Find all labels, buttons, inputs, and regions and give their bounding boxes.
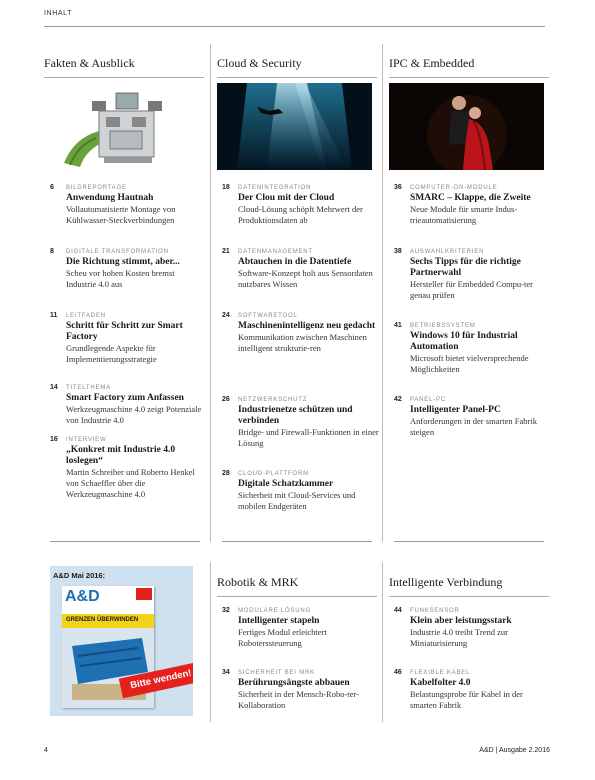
- page-number: 34: [222, 669, 230, 676]
- thumbnail-diver-image: [217, 83, 372, 170]
- column-divider: [382, 44, 383, 542]
- entry-category: LEITFADEN: [66, 313, 106, 319]
- entry-category: AUSWAHLKRITERIEN: [410, 249, 485, 255]
- thumbnail-dancers-image: [389, 83, 544, 170]
- toc-entry[interactable]: [50, 312, 205, 384]
- entry-category: SICHERHEIT BEI MRK: [238, 670, 315, 676]
- section-header-label: INHALT: [44, 10, 72, 17]
- entry-description: Hersteller für Embedded Compu-ter genau prüfen: [410, 279, 533, 300]
- issue-footer: A&D | Ausgabe 2.2016: [479, 747, 550, 754]
- entry-title: Windows 10 für Industrial Automation: [410, 331, 518, 352]
- entry-title: „Konkret mit Industrie 4.0 loslegen“: [66, 445, 176, 466]
- entries-verbindung: [394, 607, 550, 721]
- column-divider: [210, 44, 211, 542]
- toc-entry[interactable]: [50, 436, 205, 526]
- section-cloud: [217, 56, 377, 170]
- entry-title: Die Richtung stimmt, aber...: [66, 257, 180, 267]
- page-number: 41: [394, 322, 402, 329]
- page-number: 11: [50, 312, 58, 319]
- entries-robotik: [222, 607, 380, 721]
- entry-description: Werkzeugmaschine 4.0 zeigt Potenziale von Industrie 4.0: [66, 404, 202, 425]
- toc-entry[interactable]: [222, 396, 380, 470]
- page-number: 8: [50, 248, 54, 255]
- entry-title: Anwendung Hautnah: [66, 193, 154, 203]
- entry-category: SOFTWARETOOL: [238, 313, 298, 319]
- toc-entry[interactable]: [394, 607, 550, 669]
- section-rule: [217, 596, 377, 597]
- toc-entry[interactable]: [394, 322, 550, 396]
- page-number: 32: [222, 607, 230, 614]
- entry-title: Abtauchen in die Datentiefe: [238, 257, 352, 267]
- entry-title: Industrienetze schützen und verbinden: [238, 405, 353, 426]
- section-rule: [44, 77, 204, 78]
- section-rule: [389, 77, 549, 78]
- entry-category: CLOUD-PLATTFORM: [238, 471, 309, 477]
- entry-title: Schritt für Schritt zur Smart Factory: [66, 321, 183, 342]
- toc-entry[interactable]: [222, 184, 380, 248]
- page-number: 38: [394, 248, 402, 255]
- entry-category: DIGITALE TRANSFORMATION: [66, 249, 169, 255]
- entry-title: Smart Factory zum Anfassen: [66, 393, 184, 403]
- toc-entry[interactable]: [222, 470, 380, 520]
- entry-category: BETRIEBSSYSTEM: [410, 323, 476, 329]
- entry-title: Maschinenintelligenz neu gedacht: [238, 321, 376, 331]
- entry-description: Vollautomatisierte Montage von Kühlwasser-Steckverbindungen: [66, 204, 176, 225]
- page-number: 26: [222, 396, 230, 403]
- page-number: 21: [222, 248, 230, 255]
- entry-description: Grundlegende Aspekte für Implementierungsstrategie: [66, 343, 157, 364]
- entry-category: MODULARE LÖSUNG: [238, 608, 312, 614]
- entry-title: Digitale Schatzkammer: [238, 479, 334, 489]
- entry-description: Kommunikation zwischen Maschinen intelligent strukturie-ren: [238, 332, 367, 353]
- section-title: Robotik & MRK: [217, 575, 299, 589]
- page-number: 44: [394, 607, 402, 614]
- entries-fakten: [50, 184, 205, 526]
- entry-category: BILDREPORTAGE: [66, 185, 127, 191]
- entries-cloud: [222, 184, 380, 520]
- section-title: IPC & Embedded: [389, 56, 475, 70]
- cover-banner: GRENZEN ÜBERWINDEN: [66, 617, 139, 623]
- thumbnail-robot-image: [44, 83, 199, 170]
- next-issue-cover[interactable]: [50, 566, 193, 716]
- entry-description: Sicherheit mit Cloud-Services und mobilen Endgeräten: [238, 490, 356, 511]
- toc-entry[interactable]: [50, 184, 205, 248]
- entry-category: DATENINTEGRATION: [238, 185, 312, 191]
- section-robotik: [217, 575, 377, 597]
- toc-entry[interactable]: [222, 312, 380, 396]
- entry-description: Industrie 4.0 treibt Trend zur Miniaturisierung: [410, 627, 508, 648]
- entry-title: Intelligenter Panel-PC: [410, 405, 501, 415]
- entry-description: Microsoft bietet vielversprechende Möglichkeiten: [410, 353, 529, 374]
- entry-description: Fertiges Modul erleichtert Roboterssteuerung: [238, 627, 327, 648]
- entry-category: COMPUTER-ON-MODULE: [410, 185, 498, 191]
- entry-title: Der Clou mit der Cloud: [238, 193, 335, 203]
- entry-title: Klein aber leistungsstark: [410, 616, 512, 626]
- page-number: 36: [394, 184, 402, 191]
- column-divider: [210, 562, 211, 722]
- page-number: 18: [222, 184, 230, 191]
- section-verbindung: [389, 575, 549, 597]
- entry-category: NETZWERKSCHUTZ: [238, 397, 308, 403]
- toc-entry[interactable]: [394, 396, 550, 456]
- top-rule: [44, 26, 545, 27]
- entry-description: Bridge- und Firewall-Funktionen in einer Lösung: [238, 427, 379, 448]
- band-rule: [50, 541, 200, 542]
- entry-description: Martin Schreiber und Roberto Henkel von Schaeffler über die Werkzeugmaschine 4.0: [66, 467, 195, 499]
- section-ipc: [389, 56, 549, 170]
- entry-title: Kabelfolter 4.0: [410, 678, 471, 688]
- page-number: 6: [50, 184, 54, 191]
- column-divider: [382, 562, 383, 722]
- cover-label: A&D Mai 2016:: [53, 571, 106, 580]
- page-number: 24: [222, 312, 230, 319]
- entry-description: Neue Module für smarte Indus-trieautomatisierung: [410, 204, 518, 225]
- toc-entry[interactable]: [222, 248, 380, 312]
- entry-description: Belastungsprobe für Kabel in der smarten Fabrik: [410, 689, 523, 710]
- band-rule: [394, 541, 544, 542]
- entry-title: Berührungsängste abbauen: [238, 678, 350, 688]
- page-number: 14: [50, 384, 58, 391]
- cover-logo: A&D: [65, 588, 100, 605]
- entry-description: Software-Konzept holt aus Sensordaten nutzbares Wissen: [238, 268, 373, 289]
- toc-entry[interactable]: [222, 607, 380, 669]
- entry-category: FLEXIBLE KABEL: [410, 670, 471, 676]
- entries-ipc: [394, 184, 550, 456]
- page-number: 46: [394, 669, 402, 676]
- toc-entry[interactable]: [222, 669, 380, 721]
- entry-description: Cloud-Lösung schöpft Mehrwert der Produktionsdaten ab: [238, 204, 363, 225]
- section-title: Fakten & Ausblick: [44, 56, 135, 70]
- entry-category: TITELTHEMA: [66, 385, 111, 391]
- entry-category: INTERVIEW: [66, 437, 107, 443]
- page-number: 42: [394, 396, 402, 403]
- toc-entry[interactable]: [394, 184, 550, 248]
- section-rule: [217, 77, 377, 78]
- entry-description: Sicherheit in der Mensch-Robo-ter-Kollaboration: [238, 689, 359, 710]
- section-title: Cloud & Security: [217, 56, 302, 70]
- entry-description: Anforderungen in der smarten Fabrik steigen: [410, 416, 537, 437]
- page-number-footer: 4: [44, 747, 48, 754]
- section-rule: [389, 596, 549, 597]
- entry-category: PANEL-PC: [410, 397, 446, 403]
- band-rule: [222, 541, 372, 542]
- toc-entry[interactable]: [394, 248, 550, 322]
- page-number: 28: [222, 470, 230, 477]
- entry-title: Sechs Tipps für die richtige Partnerwahl: [410, 257, 521, 278]
- toc-entry[interactable]: [50, 248, 205, 312]
- entry-description: Scheu vor hohen Kosten bremst Industrie 4.0 aus: [66, 268, 175, 289]
- turn-page-sticker: Bitte wenden!: [119, 662, 193, 699]
- entry-category: FUNKSENSOR: [410, 608, 460, 614]
- entry-title: Intelligenter stapeln: [238, 616, 320, 626]
- toc-entry[interactable]: [50, 384, 205, 436]
- page-number: 16: [50, 436, 58, 443]
- section-title: Intelligente Verbindung: [389, 575, 503, 589]
- entry-category: DATENMANAGEMENT: [238, 249, 313, 255]
- section-fakten: [44, 56, 204, 170]
- toc-entry[interactable]: [394, 669, 550, 721]
- entry-title: SMARC – Klappe, die Zweite: [410, 193, 531, 203]
